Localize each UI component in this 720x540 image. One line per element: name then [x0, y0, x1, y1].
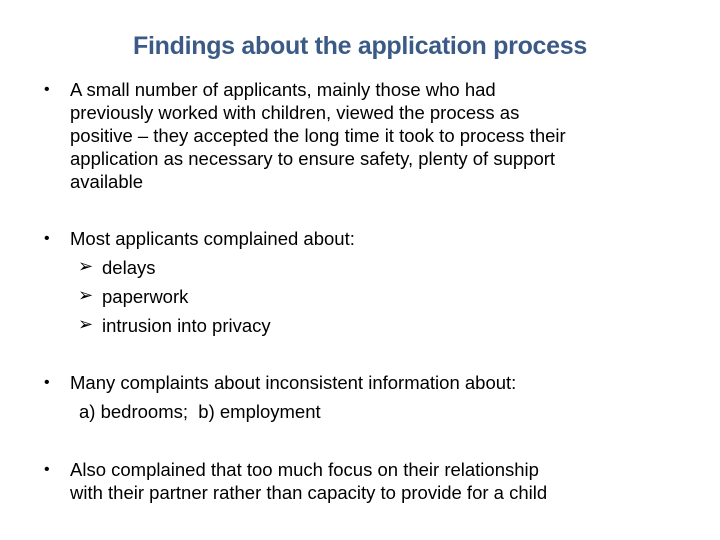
bullet-3-line: a) bedrooms; b) employment: [79, 401, 321, 422]
bullet-1-line: application as necessary to ensure safety, plenty of support: [70, 148, 556, 169]
sub-item: delays: [102, 257, 156, 278]
arrow-bullet-icon: ➢: [78, 256, 94, 276]
arrow-bullet-icon: ➢: [78, 285, 94, 305]
bullet-2-line: Most applicants complained about:: [70, 228, 355, 249]
sub-item: paperwork: [102, 286, 189, 307]
bullet-icon: •: [44, 81, 50, 98]
slide-title: Findings about the application process: [133, 32, 587, 60]
bullet-4-line: Also complained that too much focus on their relationship: [70, 459, 539, 480]
bullet-icon: •: [44, 230, 50, 247]
bullet-1-line: A small number of applicants, mainly those who had: [70, 79, 496, 100]
arrow-bullet-icon: ➢: [78, 314, 94, 334]
bullet-icon: •: [44, 374, 50, 391]
bullet-1-line: available: [70, 171, 144, 192]
bullet-3-line: Many complaints about inconsistent information about:: [70, 372, 517, 393]
bullet-icon: •: [44, 461, 50, 478]
bullet-4-line: with their partner rather than capacity to provide for a child: [70, 482, 548, 503]
bullet-1-line: previously worked with children, viewed the process as: [70, 102, 520, 123]
bullet-1-line: positive – they accepted the long time it took to process their: [70, 125, 566, 146]
sub-item: intrusion into privacy: [102, 315, 271, 336]
